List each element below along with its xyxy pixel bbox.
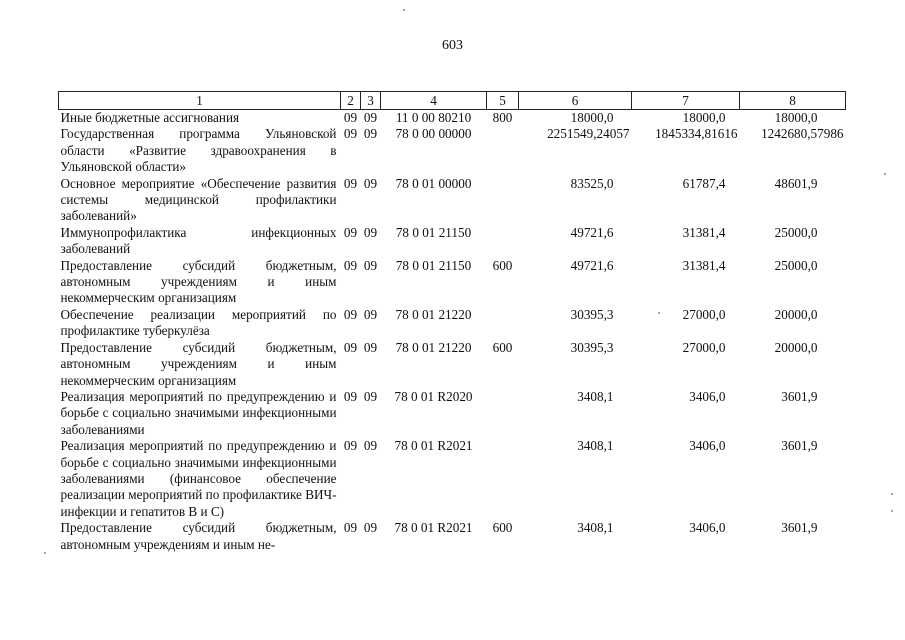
row-value-6: 3408,1 <box>577 388 614 404</box>
row-value-7: 3406,0 <box>689 520 726 536</box>
row-target-code: 78 0 01 R2021 <box>394 520 473 536</box>
row-name: Реализация мероприятий по предупреждению и борьбе с социально значимыми инфекционными заболеваниями (финансовое обеспечение реализации мероприятий по профилактике ВИЧ-инфекции и гепатитов В и С) <box>60 438 337 519</box>
header-col-3: 3 <box>361 92 381 110</box>
row-name: Иные бюджетные ассигнования <box>60 110 240 125</box>
row-subsection: 09 <box>363 388 378 404</box>
row-name: Предоставление субсидий бюджетным, автономным учреждениям и иным некоммерческим организациям <box>60 339 337 388</box>
header-col-5: 5 <box>487 92 519 110</box>
row-name: Предоставление субсидий бюджетным, автономным учреждениям и иным не- <box>60 520 337 552</box>
scan-speck <box>891 510 893 512</box>
scan-speck <box>891 493 893 495</box>
table-row <box>59 438 846 520</box>
row-value-8: 25000,0 <box>774 224 818 240</box>
row-subsection: 09 <box>363 306 378 322</box>
table-row <box>59 176 846 225</box>
row-value-7: 1845334,81616 <box>655 126 738 142</box>
row-expense-type <box>487 225 519 258</box>
row-target-code: 78 0 01 21150 <box>395 224 472 240</box>
row-section: 09 <box>343 306 358 322</box>
row-subsection: 09 <box>363 175 378 191</box>
row-expense-type <box>487 389 519 438</box>
row-target-code: 78 0 01 00000 <box>395 175 472 191</box>
row-expense-type: 600 <box>492 339 513 355</box>
row-subsection: 09 <box>363 339 378 355</box>
header-col-1: 1 <box>59 92 341 110</box>
row-section: 09 <box>343 438 358 454</box>
row-name: Обеспечение реализации мероприятий по профилактике туберкулёза <box>60 306 337 339</box>
row-expense-type: 800 <box>492 110 513 125</box>
row-value-8: 3601,9 <box>781 388 818 404</box>
header-col-2: 2 <box>341 92 361 110</box>
table-header-row <box>59 92 846 110</box>
table-row <box>59 126 846 175</box>
table-row <box>59 389 846 438</box>
row-value-7: 31381,4 <box>682 257 726 273</box>
row-name: Государственная программа Ульяновской области «Развитие здравоохранения в Ульяновской области» <box>60 126 337 175</box>
row-value-6: 2251549,24057 <box>547 126 630 142</box>
row-value-7: 27000,0 <box>682 306 726 322</box>
row-section: 09 <box>343 175 358 191</box>
row-target-code: 11 0 00 80210 <box>395 110 472 125</box>
row-expense-type: 600 <box>492 520 513 536</box>
row-subsection: 09 <box>363 224 378 240</box>
row-value-6: 49721,6 <box>570 224 614 240</box>
header-col-4: 4 <box>381 92 487 110</box>
row-expense-type <box>487 307 519 340</box>
header-col-8: 8 <box>740 92 846 110</box>
row-section: 09 <box>343 110 358 125</box>
row-expense-type: 600 <box>492 257 513 273</box>
row-name: Реализация мероприятий по предупреждению и борьбе с социально значимыми инфекционными заболеваниями <box>60 388 337 437</box>
row-value-6: 3408,1 <box>577 520 614 536</box>
scan-speck <box>44 552 46 554</box>
row-value-8: 3601,9 <box>781 520 818 536</box>
page-number: 603 <box>442 38 463 53</box>
row-value-8: 18000,0 <box>774 110 818 125</box>
row-value-8: 20000,0 <box>774 339 818 355</box>
row-value-8: 48601,9 <box>774 175 818 191</box>
row-subsection: 09 <box>363 438 378 454</box>
row-subsection: 09 <box>363 110 378 125</box>
table-row <box>59 307 846 340</box>
table-row <box>59 110 846 127</box>
row-target-code: 78 0 01 21150 <box>395 257 472 273</box>
row-name: Основное мероприятие «Обеспечение развития системы медицинской профилактики заболеваний» <box>60 175 337 224</box>
row-expense-type <box>487 438 519 520</box>
row-section: 09 <box>343 126 358 142</box>
row-target-code: 78 0 01 21220 <box>395 306 472 322</box>
row-value-8: 25000,0 <box>774 257 818 273</box>
row-section: 09 <box>343 339 358 355</box>
scan-speck <box>884 173 886 175</box>
table-row <box>59 520 846 553</box>
table-row <box>59 258 846 307</box>
row-value-6: 3408,1 <box>577 438 614 454</box>
row-value-8: 3601,9 <box>781 438 818 454</box>
row-name: Предоставление субсидий бюджетным, автономным учреждениям и иным некоммерческим организациям <box>60 257 337 306</box>
row-expense-type <box>487 126 519 175</box>
scan-speck <box>403 9 405 11</box>
row-target-code: 78 0 01 R2021 <box>394 438 473 454</box>
row-target-code: 78 0 00 00000 <box>395 126 472 142</box>
row-expense-type <box>487 176 519 225</box>
row-section: 09 <box>343 520 358 536</box>
row-subsection: 09 <box>363 520 378 536</box>
row-value-6: 30395,3 <box>570 339 614 355</box>
row-value-7: 61787,4 <box>682 175 726 191</box>
header-col-7: 7 <box>632 92 740 110</box>
row-value-7: 27000,0 <box>682 339 726 355</box>
table-row <box>59 340 846 389</box>
row-value-6: 49721,6 <box>570 257 614 273</box>
row-subsection: 09 <box>363 126 378 142</box>
scan-speck <box>658 312 660 314</box>
row-value-7: 31381,4 <box>682 224 726 240</box>
row-value-7: 3406,0 <box>689 438 726 454</box>
row-value-6: 18000,0 <box>570 110 614 125</box>
row-section: 09 <box>343 224 358 240</box>
row-target-code: 78 0 01 R2020 <box>394 388 473 404</box>
row-value-7: 3406,0 <box>689 388 726 404</box>
row-target-code: 78 0 01 21220 <box>395 339 472 355</box>
row-section: 09 <box>343 257 358 273</box>
budget-table <box>58 91 846 553</box>
row-subsection: 09 <box>363 257 378 273</box>
table-row <box>59 225 846 258</box>
row-name: Иммунопрофилактика инфекционных заболеваний <box>60 224 337 257</box>
row-section: 09 <box>343 388 358 404</box>
row-value-6: 83525,0 <box>570 175 614 191</box>
header-col-6: 6 <box>519 92 632 110</box>
row-value-8: 20000,0 <box>774 306 818 322</box>
row-value-6: 30395,3 <box>570 306 614 322</box>
row-value-7: 18000,0 <box>682 110 726 125</box>
row-value-8: 1242680,57986 <box>761 126 844 142</box>
